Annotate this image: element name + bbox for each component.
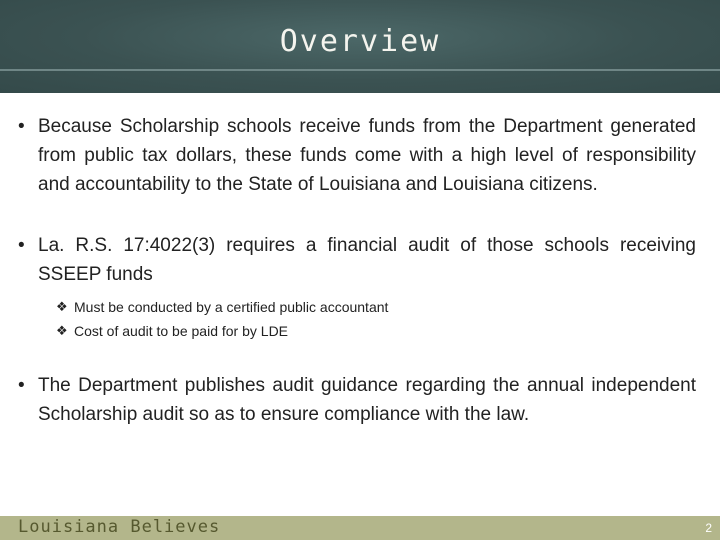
bullet-icon: • [18,235,25,256]
sub-bullet-list [18,295,696,343]
slide-title: Overview [279,24,441,59]
bullet-item [18,112,696,199]
sub-bullet-item [18,295,696,319]
sub-bullet-text: Must be conducted by a certified public accountant [74,299,389,315]
slide-header [0,0,720,93]
header-divider [0,69,720,71]
diamond-bullet-icon: ❖ [56,299,68,314]
bullet-icon: • [18,375,25,396]
bullet-icon: • [18,116,25,137]
footer-brand: Louisiana Believes [18,517,221,537]
sub-bullet-item [18,319,696,343]
slide-footer [0,516,720,540]
bullet-text: Because Scholarship schools receive funds from the Department generated from public tax dollars, these funds come with a high level of responsibility and accountability to the State of Louisiana and Louisiana citizens. [38,116,696,195]
bullet-text: The Department publishes audit guidance regarding the annual independent Scholarship audit so as to ensure compliance with the law. [38,375,696,425]
slide-body [18,112,696,429]
bullet-text: La. R.S. 17:4022(3) requires a financial audit of those schools receiving SSEEP funds [38,235,696,285]
bullet-item [18,371,696,429]
page-number: 2 [705,521,712,535]
bullet-item [18,231,696,289]
diamond-bullet-icon: ❖ [56,323,68,338]
sub-bullet-text: Cost of audit to be paid for by LDE [74,323,289,339]
